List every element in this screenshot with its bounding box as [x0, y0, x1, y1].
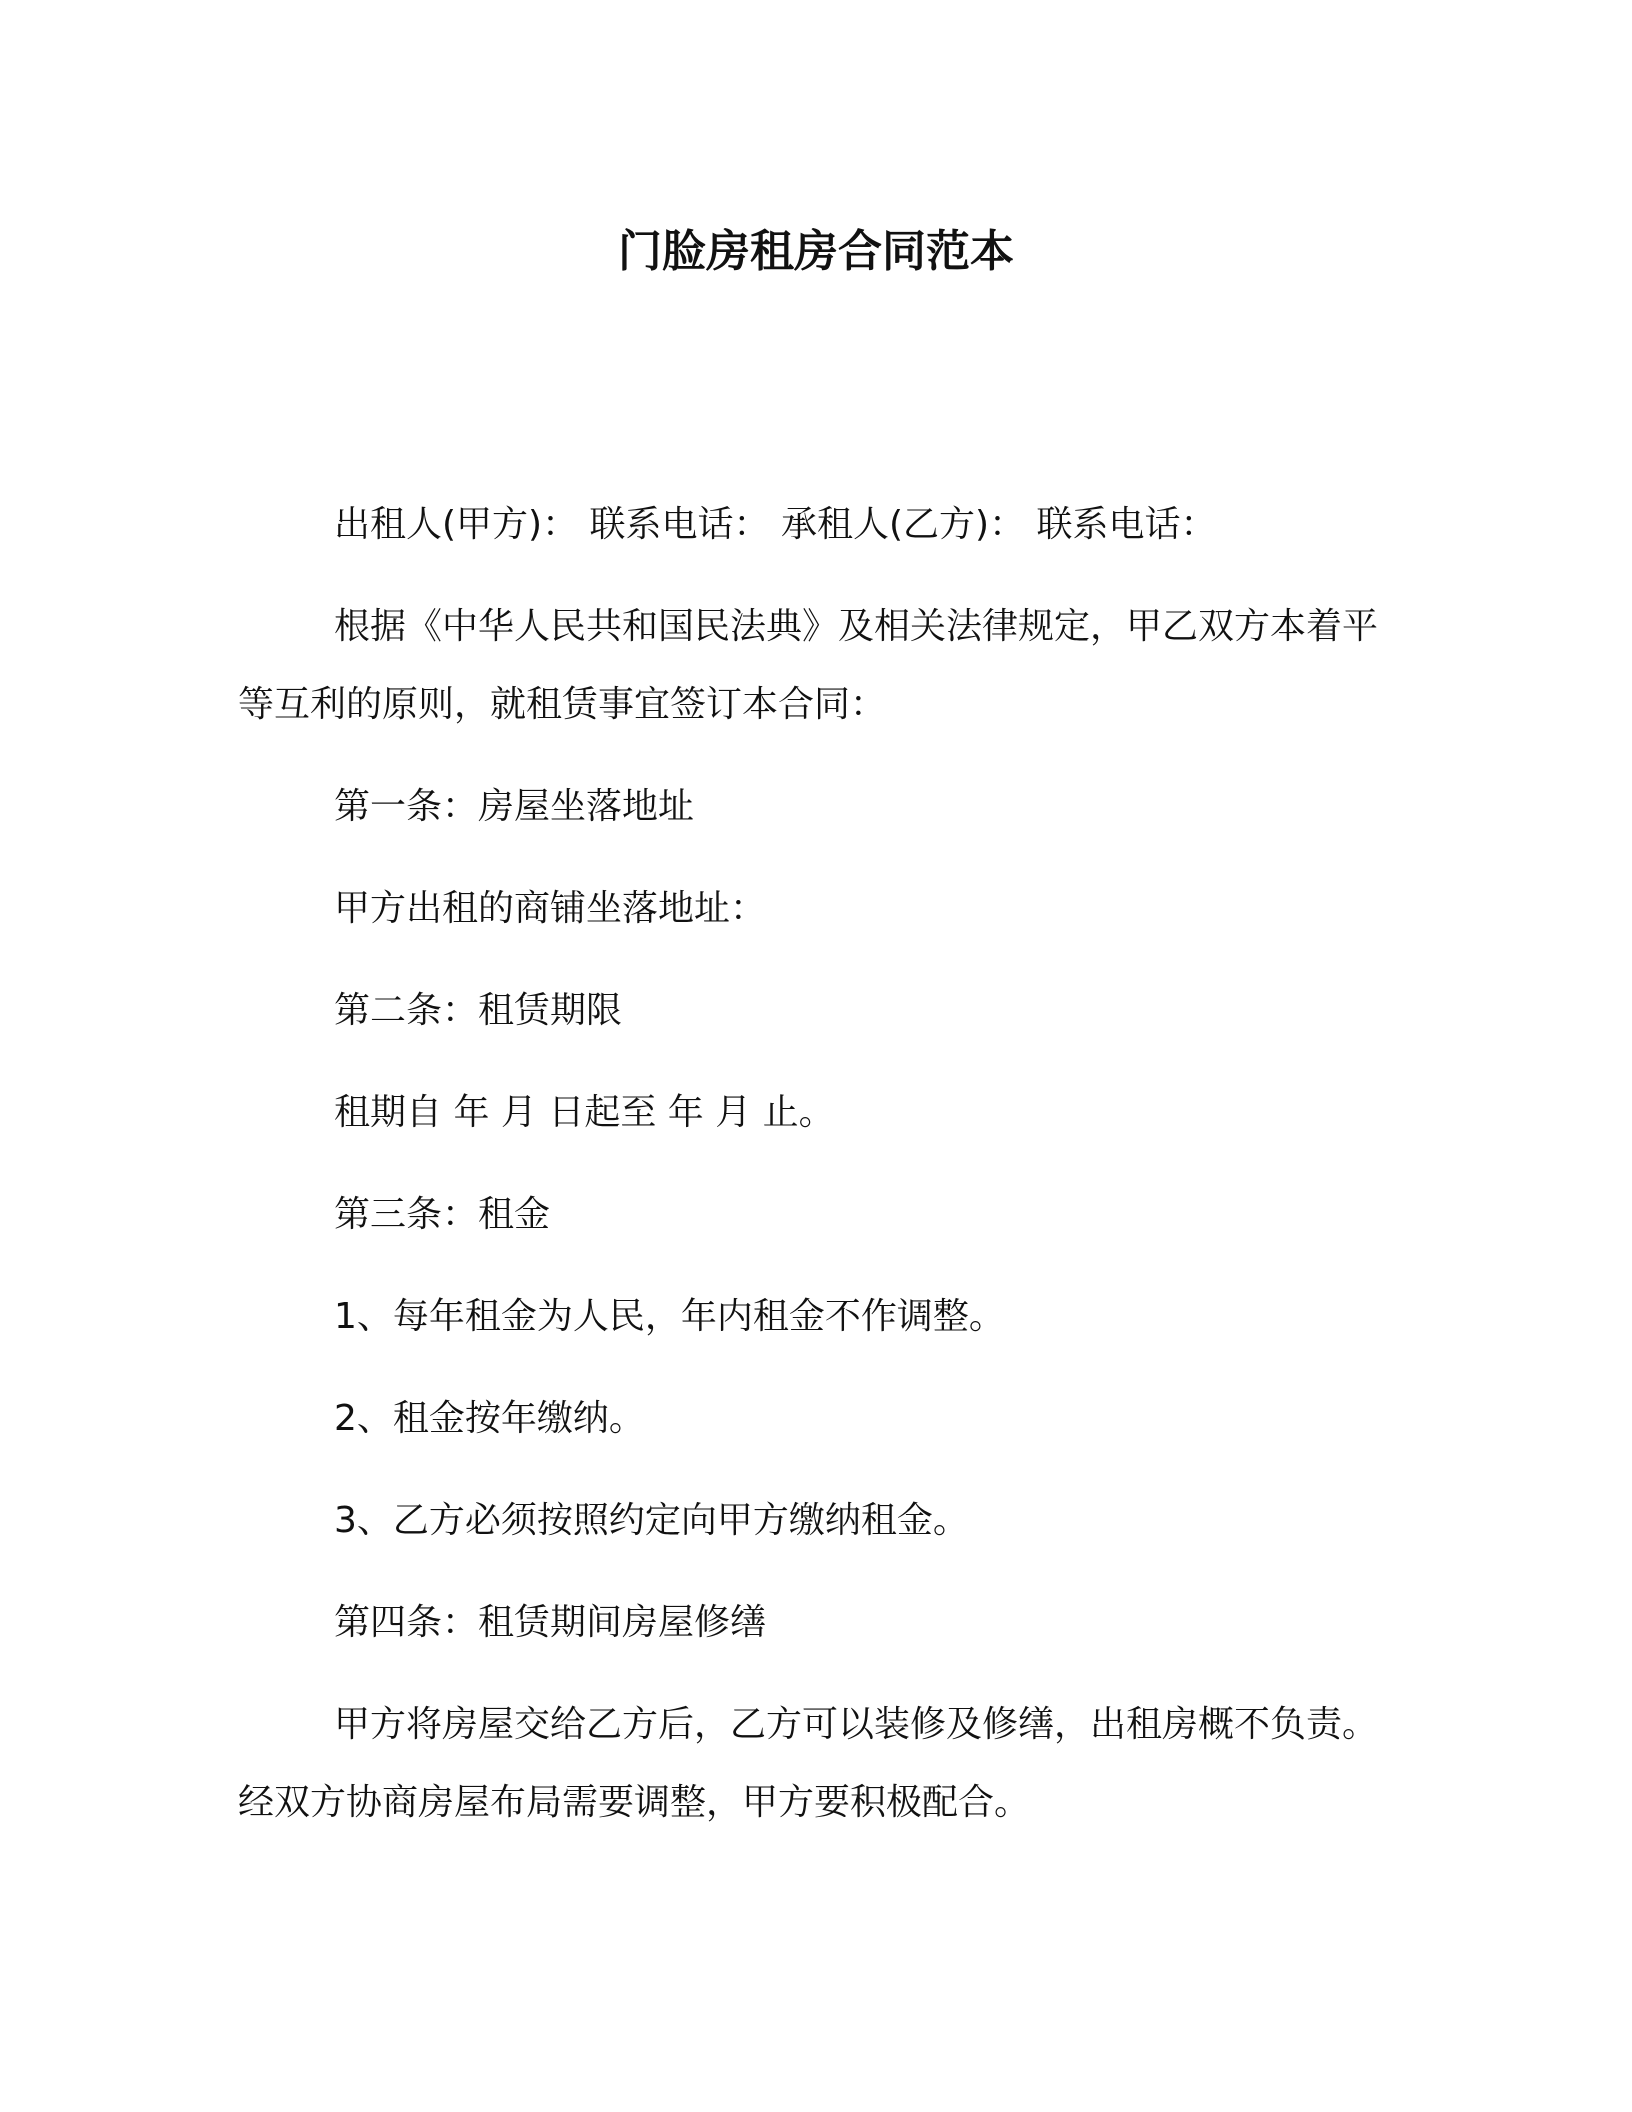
article-4-paragraph: 甲方将房屋交给乙方后，乙方可以装修及修缮，出租房概不负责。经双方协商房屋布局需要调整，甲方要积极配合。	[238, 1704, 1379, 1823]
article-1-heading: 第一条：房屋坐落地址	[334, 786, 695, 827]
article-3-item-1: 1、每年租金为人民，年内租金不作调整。	[334, 1296, 1005, 1337]
article-3-heading: 第三条：租金	[334, 1194, 551, 1235]
article-3-item-3: 3、乙方必须按照约定向甲方缴纳租金。	[334, 1500, 969, 1541]
preamble-paragraph: 根据《中华人民共和国民法典》及相关法律规定，甲乙双方本着平等互利的原则，就租赁事宜签订本合同：	[238, 606, 1379, 725]
article-4-heading: 第四条：租赁期间房屋修缮	[334, 1602, 767, 1643]
article-3-item-2: 2、租金按年缴纳。	[334, 1398, 645, 1439]
document-title: 门脸房租房合同范本	[618, 226, 1014, 277]
parties-line: 出租人(甲方)： 联系电话： 承租人(乙方)： 联系电话：	[334, 504, 1217, 545]
article-2-heading: 第二条：租赁期限	[334, 990, 623, 1031]
article-1-address: 甲方出租的商铺坐落地址：	[334, 888, 767, 929]
article-2-term: 租期自 年 月 日起至 年 月 止。	[334, 1092, 835, 1133]
